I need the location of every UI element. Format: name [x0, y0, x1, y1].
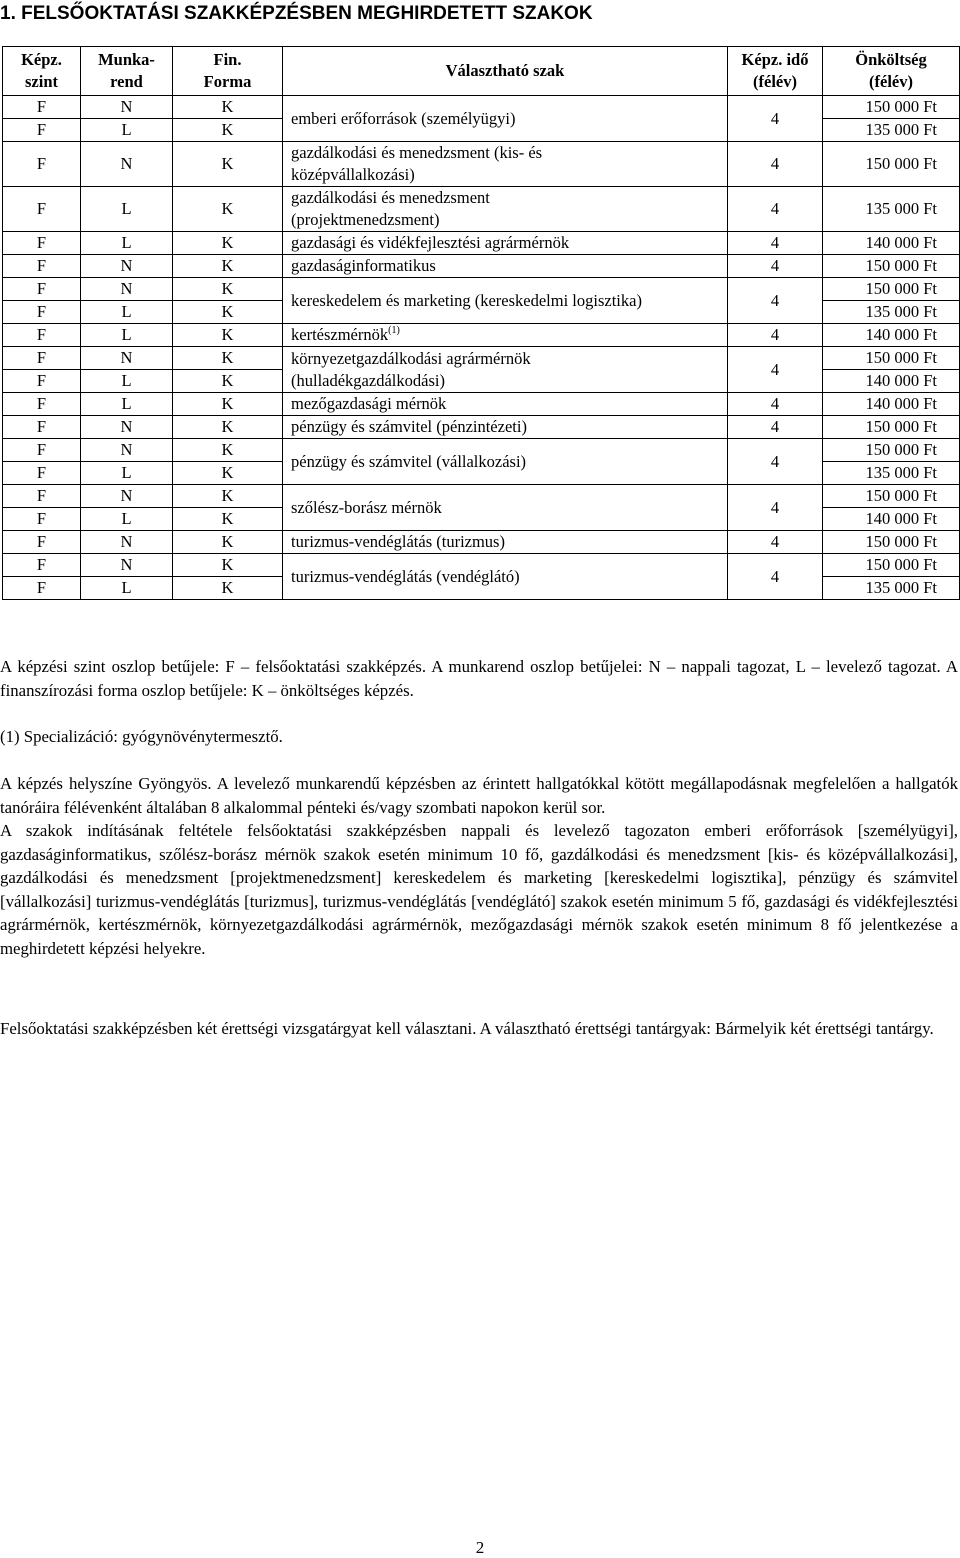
specialization-text: (1) Specializáció: gyógynövénytermesztő.: [0, 727, 283, 746]
cell-koltseg: 150 000 Ft: [823, 439, 960, 462]
cell-koltseg: 150 000 Ft: [823, 554, 960, 577]
cell-ido: 4: [728, 232, 823, 255]
cell-szint: F: [3, 119, 81, 142]
cell-forma: K: [173, 187, 283, 232]
table-row: [3, 485, 960, 508]
table-row: [3, 142, 960, 187]
table-row: [3, 232, 960, 255]
section-title: 1. FELSŐOKTATÁSI SZAKKÉPZÉSBEN MEGHIRDETETT SZAKOK: [0, 3, 593, 24]
cell-szint: F: [3, 142, 81, 187]
table-row: [3, 439, 960, 462]
cell-munkarend: N: [81, 439, 173, 462]
cell-forma: K: [173, 324, 283, 347]
cell-forma: K: [173, 301, 283, 324]
cell-forma: K: [173, 531, 283, 554]
szak-name: kertészmérnök: [291, 325, 389, 344]
cell-szak: emberi erőforrások (személyügyi): [283, 96, 728, 142]
cell-forma: K: [173, 255, 283, 278]
cell-ido: 4: [728, 324, 823, 347]
cell-szak: gazdálkodási és menedzsment (kis- és középvállalkozási): [283, 142, 728, 187]
cell-munkarend: L: [81, 370, 173, 393]
table-row: [3, 255, 960, 278]
cell-szak: pénzügy és számvitel (pénzintézeti): [283, 416, 728, 439]
cell-szint: F: [3, 508, 81, 531]
cell-koltseg: 140 000 Ft: [823, 393, 960, 416]
table-row: [3, 324, 960, 347]
cell-forma: K: [173, 96, 283, 119]
cell-ido: 4: [728, 439, 823, 485]
cell-szint: F: [3, 301, 81, 324]
cell-munkarend: N: [81, 96, 173, 119]
cell-koltseg: 140 000 Ft: [823, 508, 960, 531]
table-row: [3, 554, 960, 577]
cell-koltseg: 150 000 Ft: [823, 255, 960, 278]
legend-paragraph: [0, 655, 958, 702]
cell-szak: gazdasági és vidékfejlesztési agrármérnök: [283, 232, 728, 255]
cell-munkarend: L: [81, 301, 173, 324]
cell-szint: F: [3, 531, 81, 554]
table-row: [3, 347, 960, 370]
cell-szint: F: [3, 324, 81, 347]
cell-koltseg: 150 000 Ft: [823, 416, 960, 439]
cell-ido: 4: [728, 485, 823, 531]
header-kepz-ido: Képz. idő (félév): [728, 47, 823, 96]
cell-szint: F: [3, 439, 81, 462]
cell-szak: pénzügy és számvitel (vállalkozási): [283, 439, 728, 485]
cell-szak: szőlész-borász mérnök: [283, 485, 728, 531]
location-paragraph: [0, 772, 958, 960]
cell-ido: 4: [728, 187, 823, 232]
table-row: [3, 278, 960, 301]
cell-ido: 4: [728, 142, 823, 187]
cell-szint: F: [3, 462, 81, 485]
cell-szint: F: [3, 577, 81, 600]
cell-ido: 4: [728, 531, 823, 554]
table-row: [3, 393, 960, 416]
cell-koltseg: 140 000 Ft: [823, 370, 960, 393]
cell-munkarend: L: [81, 462, 173, 485]
cell-munkarend: L: [81, 508, 173, 531]
cell-szint: F: [3, 554, 81, 577]
cell-forma: K: [173, 439, 283, 462]
cell-forma: K: [173, 232, 283, 255]
header-onkoltseg: Önköltség (félév): [823, 47, 960, 96]
cell-forma: K: [173, 554, 283, 577]
szak-table: [2, 46, 960, 600]
cell-forma: K: [173, 347, 283, 370]
header-kepz-szint: Képz. szint: [3, 47, 81, 96]
cell-szak: turizmus-vendéglátás (vendéglátó): [283, 554, 728, 600]
cell-forma: K: [173, 370, 283, 393]
cell-munkarend: L: [81, 119, 173, 142]
cell-munkarend: N: [81, 485, 173, 508]
cell-munkarend: N: [81, 142, 173, 187]
cell-szint: F: [3, 96, 81, 119]
cell-forma: K: [173, 278, 283, 301]
cell-szak: környezetgazdálkodási agrármérnök (hulladékgazdálkodási): [283, 347, 728, 393]
cell-koltseg: 135 000 Ft: [823, 119, 960, 142]
cell-munkarend: N: [81, 255, 173, 278]
cell-szak: gazdaságinformatikus: [283, 255, 728, 278]
header-fin-forma: Fin. Forma: [173, 47, 283, 96]
cell-koltseg: 135 000 Ft: [823, 301, 960, 324]
cell-ido: 4: [728, 393, 823, 416]
cell-koltseg: 135 000 Ft: [823, 462, 960, 485]
table-row: [3, 187, 960, 232]
exams-paragraph: [0, 1017, 958, 1041]
cell-forma: K: [173, 393, 283, 416]
cell-szak: kereskedelem és marketing (kereskedelmi logisztika): [283, 278, 728, 324]
cell-forma: K: [173, 485, 283, 508]
cell-koltseg: 135 000 Ft: [823, 577, 960, 600]
cell-ido: 4: [728, 278, 823, 324]
table-header-row: [3, 47, 960, 96]
cell-koltseg: 135 000 Ft: [823, 187, 960, 232]
cell-koltseg: 150 000 Ft: [823, 485, 960, 508]
table-row: [3, 531, 960, 554]
cell-szint: F: [3, 370, 81, 393]
cell-munkarend: L: [81, 393, 173, 416]
footnote-mark: (1): [388, 325, 400, 336]
header-szak: Választható szak: [283, 47, 728, 96]
location-text-1: A képzés helyszíne Gyöngyös. A levelező munkarendű képzésben az érintett hallgatókkal kötött megállapodásnak megfelelően a hallgatók tanóráira félévenként általában 8 alkalommal pénteki és/vagy szombati napokon kerül sor.: [0, 774, 958, 817]
cell-szak: mezőgazdasági mérnök: [283, 393, 728, 416]
cell-forma: K: [173, 119, 283, 142]
cell-munkarend: L: [81, 187, 173, 232]
cell-koltseg: 140 000 Ft: [823, 324, 960, 347]
cell-munkarend: L: [81, 577, 173, 600]
cell-forma: K: [173, 462, 283, 485]
cell-forma: K: [173, 416, 283, 439]
cell-koltseg: 150 000 Ft: [823, 347, 960, 370]
cell-szint: F: [3, 232, 81, 255]
page-number: 2: [475, 1538, 485, 1557]
cell-munkarend: N: [81, 347, 173, 370]
cell-munkarend: N: [81, 416, 173, 439]
header-munkarend: Munka- rend: [81, 47, 173, 96]
cell-ido: 4: [728, 96, 823, 142]
cell-munkarend: N: [81, 278, 173, 301]
legend-text: A képzési szint oszlop betűjele: F – felsőoktatási szakképzés. A munkarend oszlop betűjelei: N – nappali tagozat, L – levelező tagozat. A finanszírozási forma oszlop betűjele: K – önköltséges képzés.: [0, 657, 958, 700]
cell-szint: F: [3, 278, 81, 301]
cell-szint: F: [3, 347, 81, 370]
cell-munkarend: N: [81, 531, 173, 554]
cell-munkarend: L: [81, 324, 173, 347]
table-row: [3, 96, 960, 119]
exams-text: Felsőoktatási szakképzésben két érettségi vizsgatárgyat kell választani. A választható érettségi tantárgyak: Bármelyik két érettségi tantárgy.: [0, 1019, 934, 1038]
cell-koltseg: 150 000 Ft: [823, 142, 960, 187]
cell-szint: F: [3, 416, 81, 439]
cell-koltseg: 150 000 Ft: [823, 531, 960, 554]
cell-munkarend: N: [81, 554, 173, 577]
cell-szak: [283, 324, 728, 347]
cell-ido: 4: [728, 416, 823, 439]
cell-koltseg: 140 000 Ft: [823, 232, 960, 255]
cell-ido: 4: [728, 347, 823, 393]
cell-szint: F: [3, 393, 81, 416]
cell-munkarend: L: [81, 232, 173, 255]
location-text-2: A szakok indításának feltétele felsőoktatási szakképzésben nappali és levelező tagozaton emberi erőforrások [személyügyi], gazdaságinformatikus, szőlész-borász mérnök szakok esetén minimum 10 fő, gazdálkodási és menedzsment [kis- és középvállalkozási], gazdálkodási és menedzsment [projektmenedzsment] kereskedelem és marketing [kereskedelmi logisztika], pénzügy és számvitel [vállalkozási] turizmus-vendéglátás [turizmus], turizmus-vendéglátás [vendéglátó] szakok esetén minimum 5 fő, gazdasági és vidékfejlesztési agrármérnök, kertészmérnök, környezetgazdálkodási agrármérnök, mezőgazdasági mérnök szakok esetén minimum 8 fő jelentkezése a meghirdetett képzési helyekre.: [0, 821, 958, 958]
cell-forma: K: [173, 508, 283, 531]
cell-szint: F: [3, 255, 81, 278]
cell-ido: 4: [728, 554, 823, 600]
cell-forma: K: [173, 142, 283, 187]
cell-forma: K: [173, 577, 283, 600]
cell-szak: gazdálkodási és menedzsment (projektmenedzsment): [283, 187, 728, 232]
specialization-paragraph: [0, 725, 958, 749]
cell-koltseg: 150 000 Ft: [823, 96, 960, 119]
cell-ido: 4: [728, 255, 823, 278]
cell-szint: F: [3, 187, 81, 232]
cell-szak: turizmus-vendéglátás (turizmus): [283, 531, 728, 554]
cell-szint: F: [3, 485, 81, 508]
table-row: [3, 416, 960, 439]
cell-koltseg: 150 000 Ft: [823, 278, 960, 301]
